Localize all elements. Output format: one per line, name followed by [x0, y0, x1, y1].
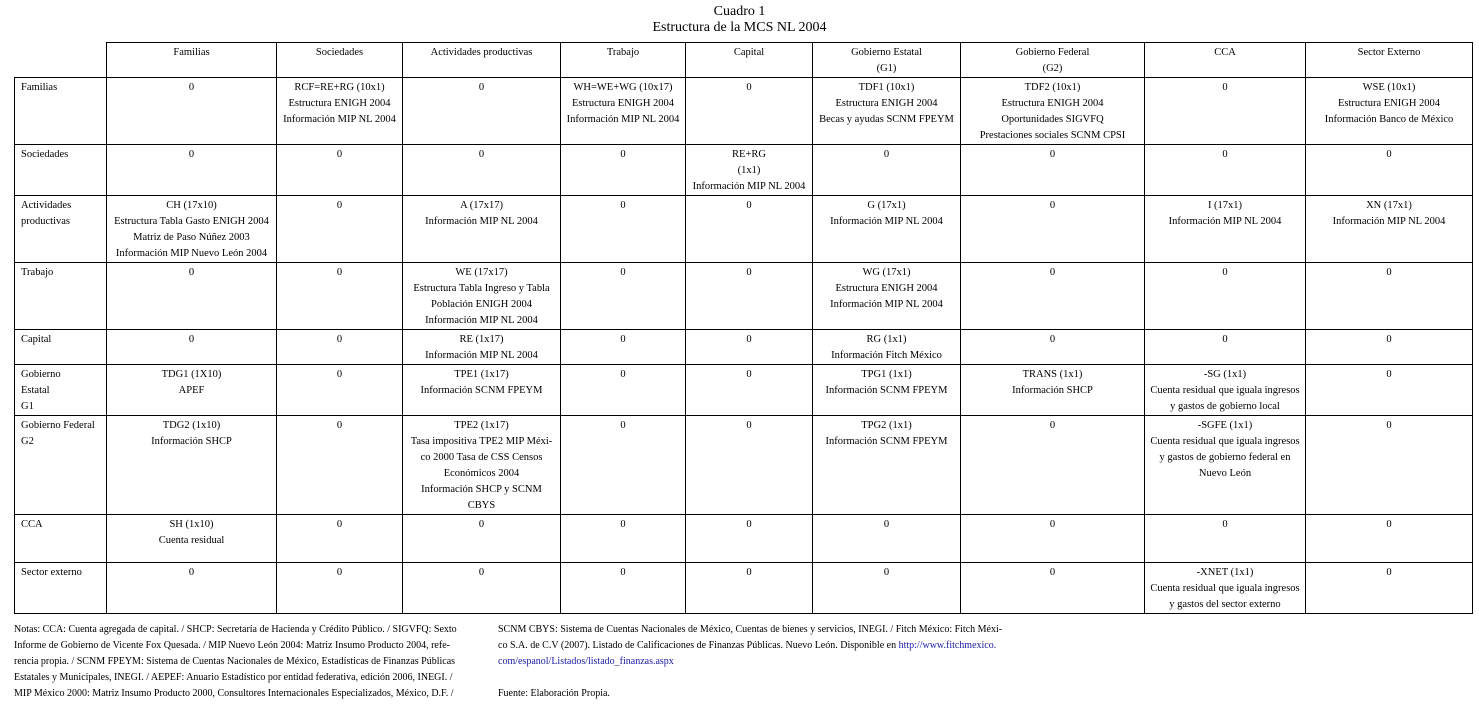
cell-line: 0: [883, 149, 890, 160]
cell-line: Información MIP NL 2004: [425, 216, 538, 227]
cell-line: 0: [336, 334, 343, 345]
row-label-line: G1: [21, 401, 34, 412]
table-cell: [561, 365, 686, 416]
cell-line: SH (1x10): [169, 519, 214, 530]
cell-line: 0: [620, 334, 626, 345]
row-label-text: Sociedades: [21, 149, 69, 160]
cell-line: 0: [188, 567, 195, 578]
cell-line: 0: [620, 369, 626, 380]
table-cell: [813, 515, 961, 563]
row-label: [15, 365, 107, 416]
cell-line: WSE (10x1): [1362, 82, 1416, 93]
cell-line: XN (17x1): [1366, 200, 1412, 211]
cell-line: 0: [1386, 420, 1392, 431]
table-cell: [403, 78, 561, 145]
table-cell: [961, 563, 1145, 614]
row-label-text: CCA: [21, 519, 43, 530]
header-row: [15, 43, 1473, 78]
table-cell: [107, 196, 277, 263]
table-row: [15, 263, 1473, 330]
table-cell: [403, 365, 561, 416]
cell-line: Estructura ENIGH 2004: [1337, 98, 1441, 109]
table-row: [15, 515, 1473, 563]
cell-line: Información MIP NL 2004: [830, 216, 943, 227]
row-label-text: Sector externo: [21, 567, 82, 578]
cell-line: 0: [188, 334, 195, 345]
fitch-link[interactable]: http://www.fitchmexico.: [898, 640, 997, 651]
table-cell: [403, 416, 561, 515]
cell-line: TPG1 (1x1): [861, 369, 912, 380]
column-header: Trabajo: [561, 43, 686, 78]
cell-line: Información MIP NL 2004: [1332, 216, 1446, 227]
table-row: [15, 78, 1473, 145]
table-cell: [1145, 416, 1306, 515]
table-cell: [961, 78, 1145, 145]
cell-line: 0: [1386, 267, 1392, 278]
cell-line: 0: [1222, 82, 1228, 93]
cell-line: 0: [1049, 334, 1056, 345]
column-header: Sociedades: [277, 43, 403, 78]
note-line: [498, 654, 1038, 670]
cell-line: 0: [336, 149, 343, 160]
note-line: MIP México 2000: Matriz Insumo Producto 2000, Consultores Internacionales Especializados, México, D.F. /: [14, 688, 454, 699]
table-title: Estructura de la MCS NL 2004: [652, 20, 827, 35]
cell-line: Matriz de Paso Núñez 2003: [133, 232, 250, 243]
table-cell: [1145, 78, 1306, 145]
cell-line: 0: [1222, 334, 1228, 345]
cell-line: 0: [336, 420, 343, 431]
cell-line: I (17x1): [1207, 200, 1243, 211]
row-label-text: Trabajo: [21, 267, 54, 278]
cell-line: TPG2 (1x1): [861, 420, 912, 431]
row-label-text: Capital: [21, 334, 52, 345]
cell-line: 0: [746, 334, 752, 345]
table-cell: [961, 416, 1145, 515]
cell-line: 0: [746, 420, 752, 431]
table-cell: [1306, 416, 1473, 515]
table-cell: [1145, 263, 1306, 330]
cell-line: 0: [336, 267, 343, 278]
row-label-line: G2: [21, 436, 34, 447]
table-cell: [686, 78, 813, 145]
table-cell: [277, 145, 403, 196]
table-cell: [1145, 330, 1306, 365]
cell-line: 0: [336, 200, 343, 211]
table-cell: [813, 416, 961, 515]
row-label-line: Actividades: [21, 200, 72, 211]
cell-line: Prestaciones sociales SCNM CPSI: [979, 130, 1126, 141]
cell-line: 0: [1386, 334, 1392, 345]
cell-line: TPE2 (1x17): [454, 420, 509, 431]
table-cell: [961, 515, 1145, 563]
cell-line: 0: [620, 420, 626, 431]
cell-line: 0: [478, 82, 485, 93]
cell-line: Becas y ayudas SCNM FPEYM: [819, 114, 954, 125]
cell-line: Información SCNM FPEYM: [420, 385, 543, 396]
column-header: Gobierno Estatal (G1): [813, 43, 961, 78]
cell-line: 0: [746, 82, 752, 93]
cell-line: Información SHCP: [151, 436, 232, 447]
table-caption: Cuadro 1: [713, 4, 766, 19]
cell-line: 0: [1222, 519, 1228, 530]
cell-line: Información MIP NL 2004: [283, 114, 396, 125]
row-label-text: Familias: [21, 82, 58, 93]
table-cell: [107, 78, 277, 145]
table-cell: [1306, 330, 1473, 365]
cell-line: RE+RG: [732, 149, 766, 160]
table-cell: [686, 263, 813, 330]
cell-line: 0: [1049, 149, 1056, 160]
cell-line: Información SHCP y SCNM: [421, 484, 542, 495]
cell-line: y gastos de gobierno federal en: [1159, 452, 1291, 463]
table-cell: [1145, 515, 1306, 563]
row-label: [15, 145, 107, 196]
table-cell: [561, 263, 686, 330]
cell-line: Estructura ENIGH 2004: [835, 283, 938, 294]
table-cell: [277, 416, 403, 515]
cell-line: Estructura Tabla Gasto ENIGH 2004: [114, 216, 269, 227]
table-cell: [1306, 263, 1473, 330]
table-cell: [403, 263, 561, 330]
column-header: Gobierno Federal (G2): [961, 43, 1145, 78]
cell-line: Estructura ENIGH 2004: [288, 98, 391, 109]
cell-line: WG (17x1): [862, 267, 911, 278]
table-cell: [813, 145, 961, 196]
cell-line: 0: [336, 567, 343, 578]
table-row: [15, 330, 1473, 365]
table-cell: [561, 196, 686, 263]
cell-line: 0: [620, 267, 626, 278]
table-cell: [1306, 563, 1473, 614]
cell-line: 0: [620, 149, 626, 160]
cell-line: 0: [746, 369, 752, 380]
table-cell: [277, 263, 403, 330]
cell-line: Cuenta residual que iguala ingresos: [1150, 583, 1300, 594]
cell-line: 0: [883, 519, 890, 530]
table-cell: [1145, 365, 1306, 416]
cell-line: 0: [746, 267, 752, 278]
table-cell: [1145, 196, 1306, 263]
table-cell: [1306, 365, 1473, 416]
cell-line: 0: [620, 567, 626, 578]
table-cell: [561, 416, 686, 515]
table-row: [15, 416, 1473, 515]
cell-line: 0: [478, 567, 485, 578]
table-cell: [961, 196, 1145, 263]
cell-line: Información Banco de México: [1324, 114, 1454, 125]
cell-line: RG (1x1): [866, 334, 907, 345]
cell-line: RE (1x17): [459, 334, 504, 345]
cell-line: 0: [1049, 267, 1056, 278]
table-cell: [403, 196, 561, 263]
table-cell: [1306, 145, 1473, 196]
fitch-link-continued[interactable]: com/espanol/Listados/listado_finanzas.aspx: [498, 656, 674, 667]
corner-cell: [15, 43, 107, 78]
table-cell: [277, 365, 403, 416]
table-row: [15, 563, 1473, 614]
cell-line: co 2000 Tasa de CSS Censos: [420, 452, 543, 463]
table-cell: [277, 78, 403, 145]
cell-line: 0: [1386, 567, 1392, 578]
cell-line: Información MIP NL 2004: [566, 114, 680, 125]
table-cell: [107, 515, 277, 563]
cell-line: 0: [1049, 519, 1056, 530]
table-cell: [107, 365, 277, 416]
table-cell: [561, 330, 686, 365]
cell-line: Estructura ENIGH 2004: [1001, 98, 1104, 109]
cell-line: 0: [188, 267, 195, 278]
table-cell: [961, 145, 1145, 196]
table-cell: [961, 365, 1145, 416]
note-line: Informe de Gobierno de Vicente Fox Quesada. / MIP Nuevo León 2004: Matriz Insumo Producto 2004, refe-: [14, 640, 450, 651]
table-cell: [107, 563, 277, 614]
cell-line: TDG2 (1x10): [162, 420, 221, 431]
cell-line: Información Fitch México: [831, 350, 942, 361]
cell-line: 0: [1386, 519, 1392, 530]
cell-line: 0: [188, 82, 195, 93]
row-label: [15, 196, 107, 263]
table-cell: [813, 365, 961, 416]
table-cell: [561, 515, 686, 563]
table-cell: [403, 330, 561, 365]
cell-line: TDG1 (1X10): [161, 369, 222, 380]
cell-line: -SGFE (1x1): [1197, 420, 1253, 431]
cell-line: TDF1 (10x1): [858, 82, 915, 93]
table-cell: [1306, 78, 1473, 145]
row-label-line: Gobierno: [21, 369, 61, 380]
cell-line: WH=WE+WG (10x17): [573, 82, 673, 93]
cell-line: Oportunidades SIGVFQ: [1001, 114, 1104, 125]
table-cell: [686, 365, 813, 416]
table-cell: [561, 145, 686, 196]
table-cell: [277, 515, 403, 563]
cell-line: 0: [1386, 149, 1392, 160]
row-label: [15, 563, 107, 614]
cell-line: 0: [336, 369, 343, 380]
table-cell: [1145, 563, 1306, 614]
cell-line: WE (17x17): [455, 267, 508, 278]
cell-line: Información MIP NL 2004: [830, 299, 943, 310]
cell-line: -XNET (1x1): [1196, 567, 1254, 578]
table-cell: [686, 145, 813, 196]
table-cell: [1306, 196, 1473, 263]
cell-line: Estructura Tabla Ingreso y Tabla: [413, 283, 550, 294]
table-cell: [686, 563, 813, 614]
cell-line: Información SCNM FPEYM: [825, 436, 948, 447]
cell-line: RCF=RE+RG (10x1): [294, 82, 385, 93]
table-cell: [813, 563, 961, 614]
cell-line: Información MIP NL 2004: [425, 350, 538, 361]
table-cell: [403, 145, 561, 196]
cell-line: 0: [1222, 267, 1228, 278]
table-row: [15, 196, 1473, 263]
cell-line: Información MIP Nuevo León 2004: [115, 248, 268, 259]
cell-line: Estructura ENIGH 2004: [571, 98, 675, 109]
cell-line: CH (17x10): [166, 200, 217, 211]
cell-line: Información SHCP: [1012, 385, 1093, 396]
cell-line: APEF: [178, 385, 205, 396]
table-cell: [561, 78, 686, 145]
cell-line: Tasa impositiva TPE2 MIP Méxi-: [410, 436, 553, 447]
table-cell: [107, 145, 277, 196]
table-cell: [961, 263, 1145, 330]
row-label: [15, 78, 107, 145]
cell-line: 0: [746, 200, 752, 211]
row-label-line: Estatal: [21, 385, 50, 396]
notes-left: [14, 622, 484, 702]
table-cell: [277, 330, 403, 365]
table-cell: [403, 515, 561, 563]
cell-line: 0: [478, 519, 485, 530]
cell-line: Cuenta residual que iguala ingresos: [1150, 385, 1300, 396]
cell-line: Población ENIGH 2004: [431, 299, 532, 310]
note-line: rencia propia. / SCNM FPEYM: Sistema de Cuentas Nacionales de México, Estadísticas de Finanzas Públicas: [14, 656, 456, 667]
table-cell: [277, 563, 403, 614]
cell-line: Información MIP NL 2004: [425, 315, 538, 326]
row-label: [15, 263, 107, 330]
table-cell: [1306, 515, 1473, 563]
column-header: CCA: [1145, 43, 1306, 78]
cell-line: Nuevo León: [1198, 468, 1252, 479]
notes-right: [498, 622, 1038, 702]
table-cell: [961, 330, 1145, 365]
table-cell: [107, 416, 277, 515]
table-cell: [686, 196, 813, 263]
cell-line: 0: [1049, 200, 1056, 211]
column-header: Capital: [686, 43, 813, 78]
cell-line: -SG (1x1): [1203, 369, 1247, 380]
column-header: Familias: [107, 43, 277, 78]
table-cell: [813, 78, 961, 145]
cell-line: Cuenta residual que iguala ingresos: [1150, 436, 1300, 447]
cell-line: y gastos del sector externo: [1169, 599, 1281, 610]
cell-line: Información MIP NL 2004: [692, 181, 806, 192]
cell-line: (1x1): [737, 165, 761, 176]
source-note: Fuente: Elaboración Propia.: [498, 688, 610, 699]
column-header: Actividades productivas: [403, 43, 561, 78]
table-cell: [686, 515, 813, 563]
cell-line: 0: [1222, 149, 1228, 160]
table-cell: [107, 263, 277, 330]
cell-line: y gastos de gobierno local: [1170, 401, 1280, 412]
cell-line: 0: [883, 567, 890, 578]
row-label-line: Gobierno Federal: [21, 420, 95, 431]
cell-line: 0: [336, 519, 343, 530]
table-cell: [686, 416, 813, 515]
note-line: SCNM CBYS: Sistema de Cuentas Nacionales de México, Cuentas de bienes y servicios, INEGI. / Fitch México: Fitch Méxi-: [498, 624, 1003, 635]
cell-line: TDF2 (10x1): [1024, 82, 1081, 93]
table-cell: [561, 563, 686, 614]
cell-line: TRANS (1x1): [1022, 369, 1083, 380]
table-cell: [813, 330, 961, 365]
mcs-structure-table: [14, 42, 1473, 614]
table-cell: [686, 330, 813, 365]
cell-line: Cuenta residual: [158, 535, 225, 546]
table-row: [15, 365, 1473, 416]
cell-line: 0: [1386, 369, 1392, 380]
cell-line: 0: [746, 519, 752, 530]
cell-line: 0: [188, 149, 195, 160]
cell-line: 0: [620, 519, 626, 530]
cell-line: TPE1 (1x17): [454, 369, 509, 380]
table-cell: [813, 196, 961, 263]
row-label-line: productivas: [21, 216, 70, 227]
table-cell: [1145, 145, 1306, 196]
cell-line: A (17x17): [460, 200, 503, 211]
cell-line: CBYS: [467, 500, 496, 511]
cell-line: 0: [746, 567, 752, 578]
cell-line: Información MIP NL 2004: [1168, 216, 1282, 227]
row-label: [15, 330, 107, 365]
column-header: Sector Externo: [1306, 43, 1473, 78]
table-cell: [403, 563, 561, 614]
table-cell: [277, 196, 403, 263]
table-row: [15, 145, 1473, 196]
table-cell: [813, 263, 961, 330]
note-line: co S.A. de C.V (2007). Listado de Calificaciones de Finanzas Públicas. Nuevo León. Disponible en http://www.fitchmexico.: [498, 640, 997, 651]
cell-line: Información SCNM FPEYM: [825, 385, 948, 396]
cell-line: 0: [478, 149, 485, 160]
row-label: [15, 515, 107, 563]
row-label: [15, 416, 107, 515]
note-line: Notas: CCA: Cuenta agregada de capital. / SHCP: Secretaría de Hacienda y Crédito Público. / SIGVFQ: Sexto: [14, 624, 457, 635]
cell-line: Económicos 2004: [443, 468, 520, 479]
table-cell: [107, 330, 277, 365]
note-line: Estatales y Municipales, INEGI. / AEPEF: Anuario Estadístico por entidad federativa, edición 2006, INEGI. /: [14, 672, 453, 683]
cell-line: G (17x1): [867, 200, 906, 211]
cell-line: 0: [1049, 420, 1056, 431]
cell-line: 0: [620, 200, 626, 211]
cell-line: 0: [1049, 567, 1056, 578]
cell-line: Estructura ENIGH 2004: [835, 98, 938, 109]
